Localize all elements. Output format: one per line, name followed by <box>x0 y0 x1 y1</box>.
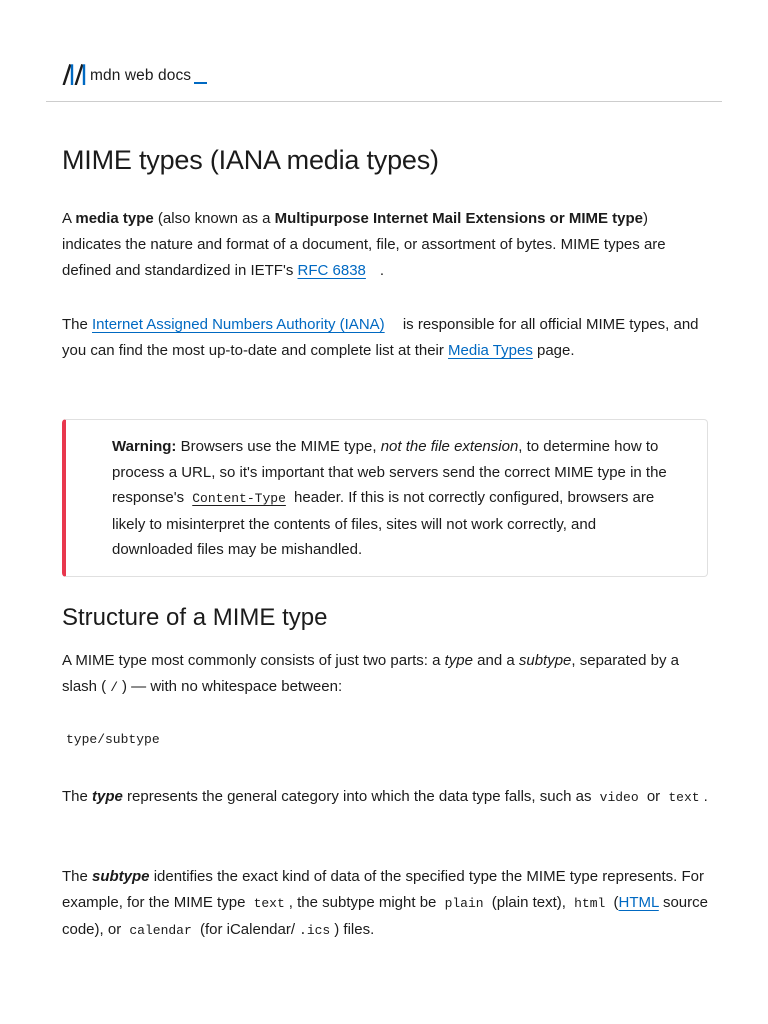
emphasis: not the file extension <box>380 438 519 455</box>
code-text: text <box>253 896 285 911</box>
emphasis-type: type <box>444 652 473 669</box>
html-link[interactable]: HTML <box>618 894 659 911</box>
warning-text <box>112 434 672 563</box>
code-calendar: calendar <box>129 923 192 938</box>
text: source code), or <box>62 894 708 938</box>
code-example <box>62 730 708 754</box>
text: , separated by a slash ( <box>62 652 679 695</box>
structure-paragraph <box>62 648 708 701</box>
subtype-paragraph <box>62 864 708 944</box>
text: or <box>642 788 665 805</box>
rfc-6838-link[interactable]: RFC 6838 <box>297 262 366 279</box>
term-subtype: subtype <box>92 868 150 885</box>
iana-paragraph <box>62 312 708 364</box>
text: (also known as a <box>153 210 275 227</box>
text: Browsers use the MIME type, <box>176 438 381 455</box>
slash-code: / <box>110 680 118 695</box>
text: represents the general category into which the data type falls, such as <box>122 788 596 805</box>
mdn-logo-link[interactable] <box>62 63 207 85</box>
code-text: text <box>668 790 700 805</box>
text: A MIME type most commonly consists of just two parts: a <box>62 652 445 669</box>
page-title: MIME types (IANA media types) <box>62 145 439 175</box>
header-divider <box>46 101 722 102</box>
text: ) — with no whitespace between: <box>122 678 343 695</box>
text: (for iCalendar/ <box>195 921 296 938</box>
code-ics: .ics <box>299 923 331 938</box>
text: The <box>62 316 93 333</box>
text: . <box>379 262 385 279</box>
section-heading-structure: Structure of a MIME type <box>62 604 328 631</box>
code-example-text: type/subtype <box>66 732 160 747</box>
type-paragraph <box>62 784 708 811</box>
text: page. <box>532 342 575 359</box>
text: and a <box>472 652 519 669</box>
text: is responsible for all official MIME types, and you can find the most up-to-date and complete list at their <box>62 316 699 359</box>
text: ) files. <box>334 921 375 938</box>
warning-label: Warning: <box>112 438 177 455</box>
text: . <box>703 788 708 805</box>
emphasis-subtype: subtype <box>518 652 572 669</box>
content-type-code-link[interactable]: Content-Type <box>192 491 286 507</box>
code-video: video <box>599 790 639 805</box>
warning-callout <box>62 419 708 577</box>
text: , to determine how to process a URL, so it's important that web servers send the correct MIME type in the response's <box>112 438 667 507</box>
logo-text: mdn web docs <box>90 67 192 84</box>
iana-link[interactable]: Internet Assigned Numbers Authority (IANA) <box>92 316 385 333</box>
site-header <box>0 0 768 102</box>
text: The <box>62 868 93 885</box>
term-mime-type: Multipurpose Internet Mail Extensions or MIME type <box>274 210 644 227</box>
media-types-link[interactable]: Media Types <box>448 342 533 359</box>
text: ( <box>609 894 619 911</box>
text: A <box>62 210 76 227</box>
text: ) indicates the nature and format of a document, file, or assortment of bytes. MIME types are defined and standardized in IETF's <box>62 210 666 279</box>
code-html: html <box>574 896 606 911</box>
mdn-logo-icon <box>62 64 86 85</box>
term-media-type: media type <box>75 210 154 227</box>
text: The <box>62 788 93 805</box>
code-plain: plain <box>444 896 484 911</box>
text: identifies the exact kind of data of the specified type the MIME type represents. For example, for the MIME type <box>62 868 704 911</box>
logo-cursor <box>194 82 207 84</box>
term-type: type <box>92 788 123 805</box>
text: header. If this is not correctly configured, browsers are likely to misinterpret the contents of files, sites will not work correctly, and downloaded files may be mishandled. <box>112 489 655 559</box>
text: (plain text), <box>487 894 571 911</box>
text: , the subtype might be <box>288 894 441 911</box>
intro-paragraph <box>62 206 708 284</box>
